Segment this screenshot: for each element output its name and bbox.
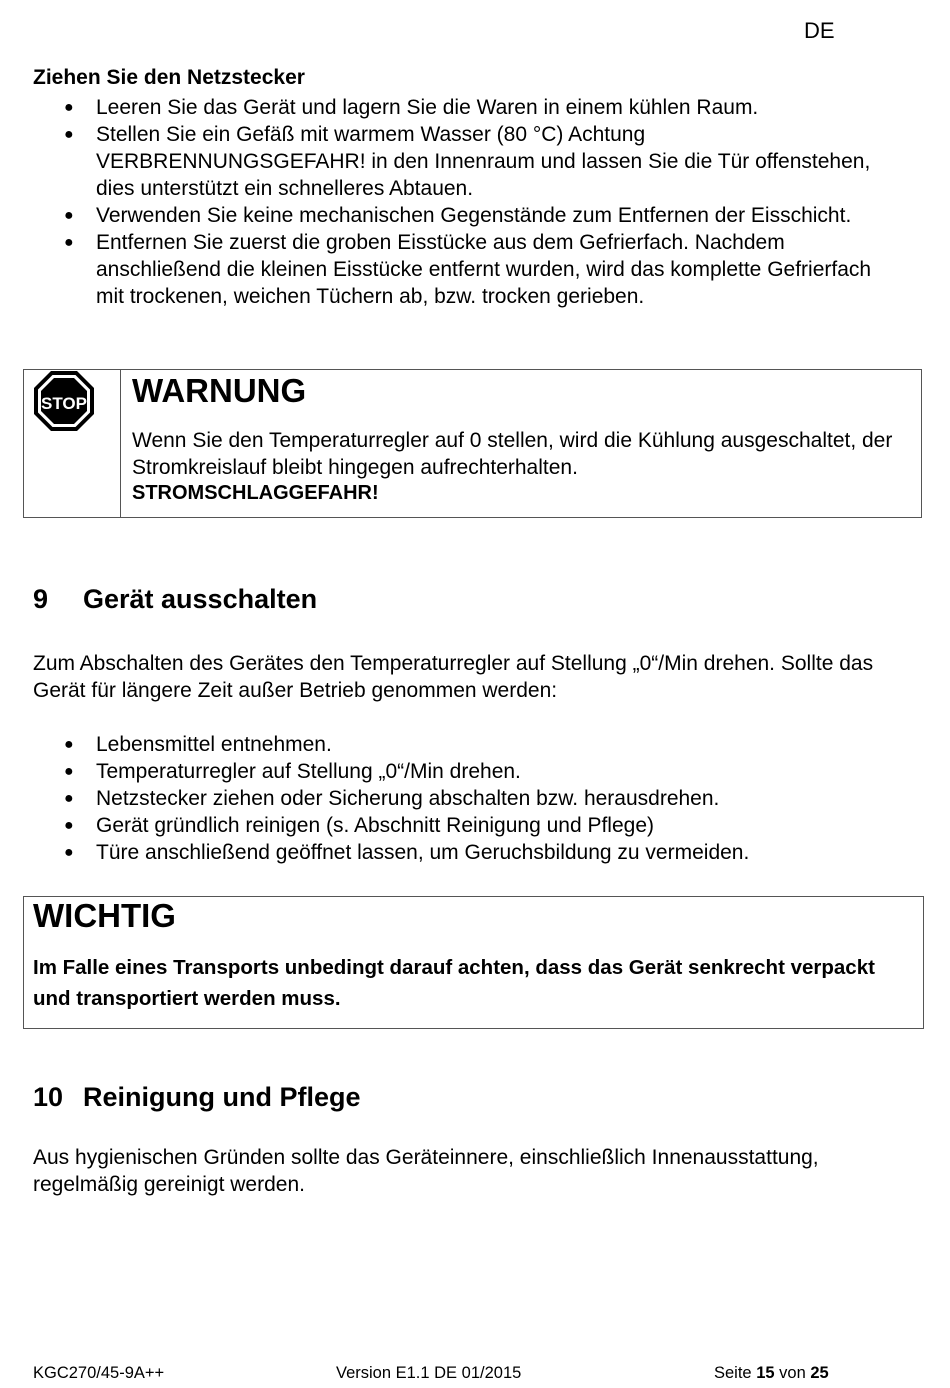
bullet-icon: ● bbox=[64, 736, 74, 753]
section-number: 9 bbox=[33, 584, 49, 614]
list-item: ● Gerät gründlich reinigen (s. Abschnitt Reinigung und Pflege) bbox=[64, 814, 654, 837]
list-item: ● Temperaturregler auf Stellung „0“/Min drehen. bbox=[64, 760, 521, 783]
bullet-icon: ● bbox=[64, 234, 74, 251]
bullet-icon: ● bbox=[64, 99, 74, 116]
language-code: DE bbox=[804, 18, 835, 43]
warning-box bbox=[23, 369, 922, 518]
svg-text:STOP: STOP bbox=[41, 394, 87, 413]
section-title: Gerät ausschalten bbox=[83, 584, 318, 614]
bullet-icon: ● bbox=[64, 844, 74, 861]
bullet-icon: ● bbox=[64, 790, 74, 807]
list-item: ● Leeren Sie das Gerät und lagern Sie die Waren in einem kühlen Raum. bbox=[64, 96, 759, 119]
footer-page-number: Seite 15 von 25 bbox=[714, 1364, 829, 1382]
section-10-heading bbox=[33, 1082, 361, 1113]
footer-version: Version E1.1 DE 01/2015 bbox=[336, 1364, 522, 1382]
section-10-paragraph: Aus hygienischen Gründen sollte das Geräteinnere, einschließlich Innenausstattung, regelmäßig gereinigt werden. bbox=[33, 1146, 819, 1196]
list-item: ● Verwenden Sie keine mechanischen Gegenstände zum Entfernen der Eisschicht. bbox=[64, 204, 852, 227]
list-item: ● Lebensmittel entnehmen. bbox=[64, 733, 332, 756]
bullet-icon: ● bbox=[64, 763, 74, 780]
list-item: ● Stellen Sie ein Gefäß mit warmem Wasser (80 °C) Achtung VERBRENNUNGSGEFAHR! in den Innenraum und lassen Sie die Tür offenstehen, dies unterstützt ein schnelleres Abtauen. bbox=[64, 123, 871, 200]
section-9-heading bbox=[33, 584, 317, 615]
intro-heading: Ziehen Sie den Netzstecker bbox=[33, 66, 305, 89]
list-item: ● Netzstecker ziehen oder Sicherung abschalten bzw. herausdrehen. bbox=[64, 787, 720, 810]
important-text: Im Falle eines Transports unbedingt darauf achten, dass das Gerät senkrecht verpackt und transportiert werden muss. bbox=[33, 956, 875, 1010]
intro-bullet-list bbox=[33, 94, 893, 310]
important-title: WICHTIG bbox=[33, 897, 176, 934]
stop-sign-icon bbox=[33, 370, 95, 432]
list-item: ● Türe anschließend geöffnet lassen, um Geruchsbildung zu vermeiden. bbox=[64, 841, 750, 864]
bullet-icon: ● bbox=[64, 207, 74, 224]
section-number: 10 bbox=[33, 1082, 64, 1112]
warning-text: Wenn Sie den Temperaturregler auf 0 stellen, wird die Kühlung ausgeschaltet, der Stromkreislauf bleibt hingegen aufrechterhalten. bbox=[132, 429, 893, 479]
section-9-paragraph: Zum Abschalten des Gerätes den Temperaturregler auf Stellung „0“/Min drehen. Sollte das Gerät für längere Zeit außer Betrieb genommen werden: bbox=[33, 652, 874, 702]
list-item: ● Entfernen Sie zuerst die groben Eisstücke aus dem Gefrierfach. Nachdem anschließend die kleinen Eisstücke entfernt wurden, wird das komplette Gefrierfach mit trockenen, weichen Tüchern ab, bzw. trocken gerieben. bbox=[64, 231, 872, 308]
section-title: Reinigung und Pflege bbox=[83, 1082, 361, 1112]
bullet-icon: ● bbox=[64, 817, 74, 834]
warning-strong-text: STROMSCHLAGGEFAHR! bbox=[132, 482, 379, 504]
section-9-bullet-list bbox=[33, 731, 893, 866]
important-box bbox=[23, 896, 924, 1029]
footer-model: KGC270/45-9A++ bbox=[33, 1364, 165, 1382]
warning-divider bbox=[120, 370, 121, 517]
bullet-icon: ● bbox=[64, 126, 74, 143]
warning-title: WARNUNG bbox=[132, 372, 307, 409]
